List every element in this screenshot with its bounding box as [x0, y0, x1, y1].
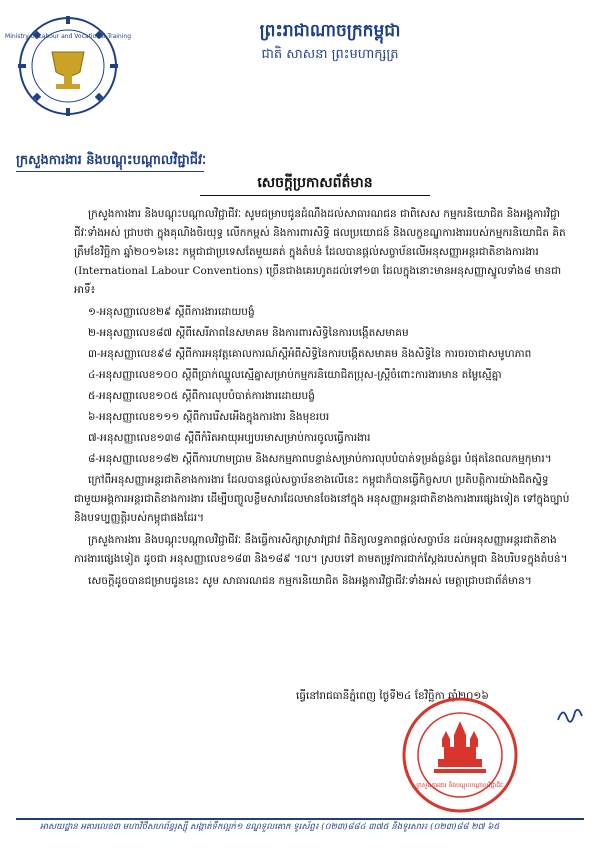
issue-date: ធ្វើនៅរាជធានីភ្នំពេញ ថ្ងៃទី២៤ ខែវិច្ឆិកា ឆ្នាំ២០១៦	[296, 690, 489, 702]
convention-item: ៧-អនុសញ្ញាលេខ១៣៨ ស្តីពីកំរិតអាយុអប្បបរមាសម្រាប់ការចូលធ្វើការងារ	[88, 432, 371, 444]
seal-text: ក្រសួងការងារ និងបណ្តុះបណ្តាលវិជ្ជាជីវៈ	[416, 782, 504, 789]
convention-item: ៣-អនុសញ្ញាលេខ៩៨ ស្តីពីការអនុវត្តគោលការណ៍ស្តីអំពីសិទ្ធិនៃការបង្កើតសមាគម និងសិទ្ធិនៃ ការចរចាជាសមូហភាព	[88, 348, 532, 360]
document-body	[74, 205, 572, 594]
convention-item: ៤-អនុសញ្ញាលេខ១០០ ស្តីពីប្រាក់ឈ្នួលស្មើគ្នាសម្រាប់កម្មករនិយោជិតប្រុស-ស្រ្តីចំពោះការងារមាន តម្លៃស្មើគ្នា	[88, 369, 502, 381]
paragraph-research: ក្រសួងការងារ និងបណ្តុះបណ្តាលវិជ្ជាជីវៈ នឹងធ្វើការសិក្សាស្រាវជ្រាវ ពិនិត្យលទ្ធភាពផ្តល់សច្ចាប័ន ដល់អនុសញ្ញាអន្តរជាតិខាងការងារផ្សេងទៀត ដូចជា អនុសញ្ញាលេខ១៨៣ និង១៨៩ ។ល។ ស្របទៅ តាមតម្រូវការជាក់ស្តែងរបស់កម្ពុជា និងបរិបទក្នុងតំបន់។	[74, 534, 568, 565]
footer-address: អាសយដ្ឋាន អគារលេខ៣ មហាវិថីសហព័ន្ធរុស្ស៊ី សង្កាត់ទឹកល្អក់១ ខណ្ឌទួលគោក ទូរស័ព្ទ៖ (០២៣)៨៨៤ ៣៧៥ និងទូរសារ៖ (០២៣)៨៨ ២៧ ៦៥	[40, 822, 500, 832]
title-underline	[200, 195, 430, 196]
ministry-name: ក្រសួងការងារ និងបណ្តុះបណ្តាលវិជ្ជាជីវៈ	[16, 153, 207, 168]
footer-divider	[16, 818, 584, 820]
convention-item: ៨-អនុសញ្ញាលេខ១៨២ ស្តីពីការហាមប្រាម និងសកម្មភាពបន្ទាន់សម្រាប់ការលុបបំបាត់ទម្រង់ធ្ងន់ធ្ងរ បំផុតនៃពលកម្មកុមារ។	[88, 453, 552, 465]
paragraph-cooperation: ក្រៅពីអនុសញ្ញាអន្តរជាតិខាងការងារ ដែលបានផ្តល់សច្ចាប័នខាងលើនេះ កម្ពុជាក៏បានធ្វើកិច្ចសហ ប្រតិបត្តិការយ៉ាងជិតស្និទ្ធជាមួយអង្គការអន្តរជាតិខាងការងារ ដើម្បីបញ្ចូលខ្លឹមសារដែលមានចែងនៅក្នុង អនុសញ្ញាអន្តរជាតិខាងការងារផ្សេងទៀត ទៅក្នុងច្បាប់ និងបទប្បញ្ញត្តិរបស់កម្ពុជាផងដែរ។	[74, 474, 570, 524]
convention-item: ៥-អនុសញ្ញាលេខ១០៥ ស្តីពីការលុបបំបាត់ការងារដោយបង្ខំ	[88, 390, 315, 402]
ministry-underline	[16, 171, 204, 172]
convention-item: ១-អនុសញ្ញាលេខ២៩ ស្តីពីការងារដោយបង្ខំ	[88, 306, 255, 318]
document-title: សេចក្តីប្រកាសព័ត៌មាន	[257, 175, 373, 191]
convention-item: ២-អនុសញ្ញាលេខ៨៧ ស្តីពីសេរីភាពនៃសមាគម និងការពារសិទ្ធិនៃការបង្កើតសមាគម	[88, 327, 409, 339]
kingdom-header	[215, 20, 445, 64]
logo-text: Ministry of Labour and Vocational Training	[5, 33, 131, 40]
kingdom-title: ព្រះរាជាណាចក្រកម្ពុជា	[259, 21, 401, 41]
convention-item: ៦-អនុសញ្ញាលេខ១១១ ស្តីពីការរើសអើងក្នុងការងារ និងមុខរបរ	[88, 411, 330, 423]
signature-icon	[555, 700, 585, 730]
paragraph-closing: សេចក្តីដូចបានជម្រាបជូននេះ សូម សាធារណជន កម្មករនិយោជិត និងអង្គការវិជ្ជាជីវៈទាំងអស់ មេត្តាជ្រាបជាព័ត៌មាន។	[88, 575, 532, 587]
ministry-seal-icon	[400, 695, 520, 815]
intro-paragraph: ក្រសួងការងារ និងបណ្តុះបណ្តាលវិជ្ជាជីវៈ សូមជម្រាបជូនដំណឹងដល់សាធារណជន ជាពិសេស កម្មករនិយោជិត និងអង្គការវិជ្ជាជីវៈទាំងអស់ ជ្រាបថា ក្នុងគុណិងចិរយុទ្ធ លើកកម្ពស់ និងការពារសិទ្ធិ ផលប្រយោជន៍ និងលក្ខខណ្ឌការងាររបស់កម្មករនិយោជិត គិតត្រឹមខែវិច្ឆិកា ឆ្នាំ២០១៦នេះ កម្ពុជាជាប្រទេសតែមួយគត់ ក្នុងតំបន់ ដែលបានផ្តល់សច្ចាប័នលើអនុសញ្ញាអន្តរជាតិខាងការងារ (International Labour Conventions) ច្រើនជាងគេរហូតដល់ទៅ១៣ ដែលក្នុងនោះមានអនុសញ្ញាស្នូលទាំង៨ មានជាអាទិ៍៖	[74, 208, 566, 296]
national-motto: ជាតិ សាសនា ព្រះមហាក្សត្រ	[261, 47, 399, 62]
ministry-logo-icon	[5, 14, 131, 118]
